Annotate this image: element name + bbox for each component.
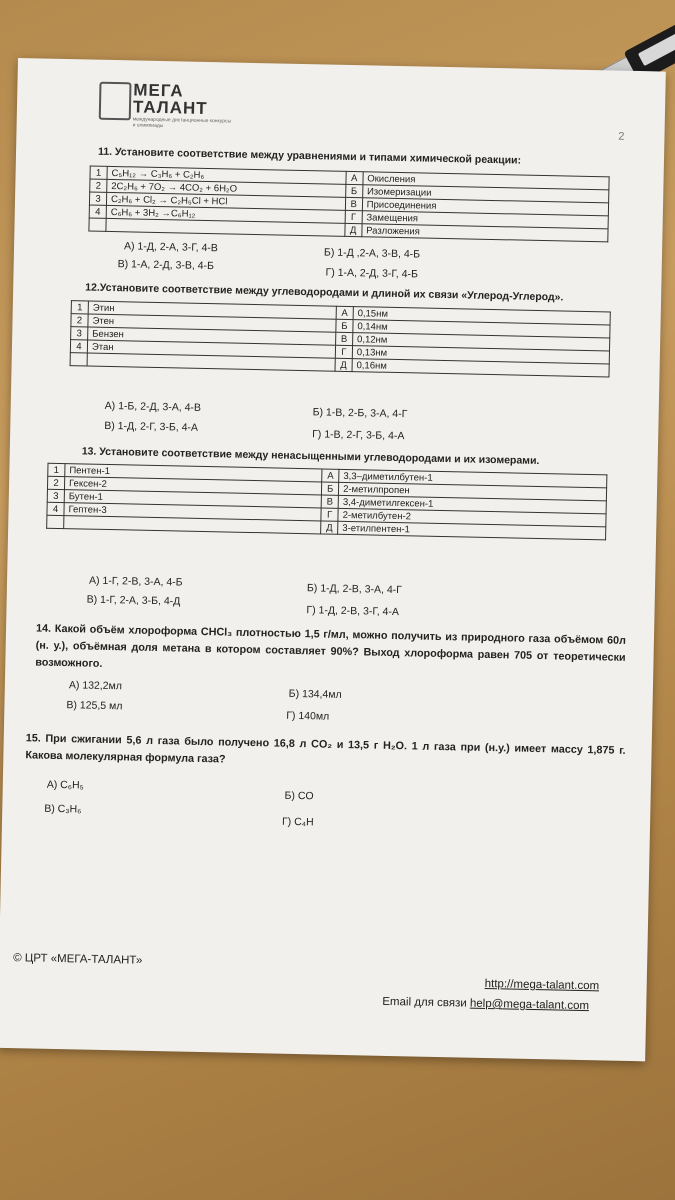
right-item: Присоединения bbox=[362, 198, 608, 216]
q14-option-b: Б) 134,4мл bbox=[288, 687, 342, 701]
left-item: Этан bbox=[87, 340, 335, 358]
row-number: 4 bbox=[89, 205, 106, 218]
right-letter: Б bbox=[322, 482, 339, 495]
right-letter: А bbox=[322, 469, 339, 482]
q15-option-d: Г) C₄H bbox=[281, 815, 314, 829]
footer-email-link[interactable]: help@mega-talant.com bbox=[469, 997, 590, 1013]
left-item: Пентен-1 bbox=[65, 464, 322, 482]
logo-line1: МЕГА bbox=[133, 80, 184, 101]
right-letter: Б bbox=[345, 184, 362, 197]
left-item: Бутен-1 bbox=[64, 490, 321, 508]
left-item: C₅H₁₂ → C₃H₆ + C₂H₆ bbox=[107, 166, 346, 184]
row-number: 3 bbox=[71, 327, 88, 340]
row-number: 4 bbox=[47, 502, 64, 515]
right-letter: Д bbox=[335, 358, 352, 371]
q15-option-c: В) C₃H₆ bbox=[44, 802, 82, 816]
q13-option-d: Г) 1-Д, 2-В, 3-Г, 4-А bbox=[306, 604, 400, 619]
logo bbox=[99, 78, 240, 129]
row-number: 2 bbox=[47, 476, 64, 489]
right-letter: Д bbox=[321, 521, 338, 534]
right-letter: А bbox=[346, 171, 363, 184]
right-item: 2-метилбутен-2 bbox=[338, 508, 606, 527]
right-item: 0,13нм bbox=[352, 346, 609, 364]
right-item: 0,14нм bbox=[353, 320, 610, 338]
left-item: 2C₂H₆ + 7O₂ → 4CO₂ + 6H₂O bbox=[107, 179, 346, 197]
right-letter: Г bbox=[321, 508, 338, 521]
q11-title: 11. Установите соответствие между уравнениями и типами химической реакции: bbox=[97, 145, 522, 167]
q12-title: 12.Установите соответствие между углеводородами и длиной их связи «Углерод-Углерод». bbox=[85, 281, 564, 304]
q14-option-c: В) 125,5 мл bbox=[66, 699, 123, 713]
q14-text: 14. Какой объём хлороформа CHCl₃ плотностью 1,5 г/мл, можно получить из природного газа объёмом 60л (н. у.), объёмная доля метана в котором составляет 90%? Выход хлороформа равен 705 от теоретически возможного. bbox=[35, 622, 627, 670]
left-item: Гептен-3 bbox=[64, 503, 321, 521]
row-number: 3 bbox=[47, 489, 64, 502]
q12-option-b: Б) 1-В, 2-Б, 3-А, 4-Г bbox=[312, 406, 408, 421]
q15-option-b: Б) CO bbox=[284, 789, 314, 803]
left-item: Этин bbox=[88, 301, 336, 319]
q11-option-c: В) 1-А, 2-Д, 3-В, 4-Б bbox=[117, 258, 215, 273]
row-number: 2 bbox=[90, 179, 107, 192]
q14-option-d: Г) 140мл bbox=[286, 709, 330, 723]
q13-table bbox=[46, 463, 607, 541]
row-number: 1 bbox=[48, 463, 65, 476]
right-item: Разложения bbox=[362, 224, 608, 242]
left-item: Бензен bbox=[88, 327, 336, 345]
right-letter: Г bbox=[345, 210, 362, 223]
footer-email-label: Email для связи bbox=[382, 995, 471, 1010]
row-number: 1 bbox=[71, 301, 88, 314]
logo-tagline: международные дистанционные конкурсы и олимпиады bbox=[132, 116, 232, 130]
page-number: 2 bbox=[618, 130, 625, 143]
right-item: Замещения bbox=[362, 211, 608, 229]
footer-copyright: © ЦРТ «МЕГА-ТАЛАНТ» bbox=[13, 952, 143, 967]
logo-line2: ТАЛАНТ bbox=[132, 97, 208, 118]
row-number bbox=[70, 353, 87, 366]
right-item: 0,12нм bbox=[352, 333, 609, 351]
q13-option-c: В) 1-Г, 2-А, 3-Б, 4-Д bbox=[86, 593, 181, 608]
q12-table bbox=[70, 300, 611, 377]
footer-email-line bbox=[382, 996, 589, 1012]
left-item: C₆H₆ + 3H₂ →C₆H₁₂ bbox=[106, 205, 345, 223]
row-number: 3 bbox=[89, 192, 106, 205]
right-letter: Б bbox=[336, 319, 353, 332]
right-item: Изомеризации bbox=[362, 185, 608, 203]
worksheet-page bbox=[0, 58, 666, 1061]
q12-option-c: В) 1-Д, 2-Г, 3-Б, 4-А bbox=[104, 419, 199, 434]
right-item: 2-метилпропен bbox=[339, 482, 607, 501]
right-letter: В bbox=[345, 197, 362, 210]
q13-option-a: А) 1-Г, 2-В, 3-А, 4-Б bbox=[88, 574, 183, 589]
q11-option-d: Г) 1-А, 2-Д, 3-Г, 4-Б bbox=[325, 266, 419, 281]
q14-option-a: А) 132,2мл bbox=[68, 679, 123, 693]
q15-option-a: А) C₆H₅ bbox=[46, 778, 84, 792]
right-item: 0,15нм bbox=[353, 307, 610, 325]
right-item: Окисления bbox=[363, 172, 609, 190]
left-item: Этен bbox=[88, 314, 336, 332]
left-item: C₂H₆ + Cl₂ → C₂H₅Cl + HCl bbox=[106, 192, 345, 210]
right-item: 3-етилпентен-1 bbox=[338, 521, 606, 540]
right-letter: В bbox=[321, 495, 338, 508]
q11-option-a: А) 1-Д, 2-А, 3-Г, 4-В bbox=[123, 240, 218, 255]
row-number bbox=[47, 515, 64, 528]
logo-icon bbox=[99, 82, 132, 121]
right-letter: Д bbox=[345, 223, 362, 236]
q15-text: 15. При сжигании 5,6 л газа было получено 16,8 л CO₂ и 13,5 г H₂O. 1 л газа при (н.у.) имеет массу 1,875 г. Какова молекулярная формула газа? bbox=[25, 732, 626, 766]
q13-option-b: Б) 1-Д, 2-В, 3-А, 4-Г bbox=[306, 582, 403, 597]
right-letter: Г bbox=[335, 345, 352, 358]
q11-option-b: Б) 1-Д ,2-А, 3-В, 4-Б bbox=[323, 246, 421, 261]
row-number: 4 bbox=[70, 340, 87, 353]
footer-site-link[interactable]: http://mega-talant.com bbox=[484, 977, 600, 993]
q12-option-d: Г) 1-В, 2-Г, 3-Б, 4-А bbox=[312, 428, 405, 443]
q11-table bbox=[88, 166, 609, 243]
right-item: 3,3–диметилбутен-1 bbox=[339, 469, 607, 488]
row-number: 1 bbox=[90, 166, 107, 179]
left-item: Гексен-2 bbox=[64, 477, 321, 495]
right-item: 3,4-диметилгексен-1 bbox=[338, 495, 606, 514]
q13-title: 13. Установите соответствие между ненасыщенными углеводородами и их изомерами. bbox=[81, 445, 540, 468]
right-letter: В bbox=[335, 332, 352, 345]
row-number bbox=[89, 218, 106, 231]
right-item: 0,16нм bbox=[352, 359, 609, 377]
row-number: 2 bbox=[71, 314, 88, 327]
q12-option-a: А) 1-Б, 2-Д, 3-А, 4-В bbox=[104, 399, 202, 414]
right-letter: А bbox=[336, 306, 353, 319]
